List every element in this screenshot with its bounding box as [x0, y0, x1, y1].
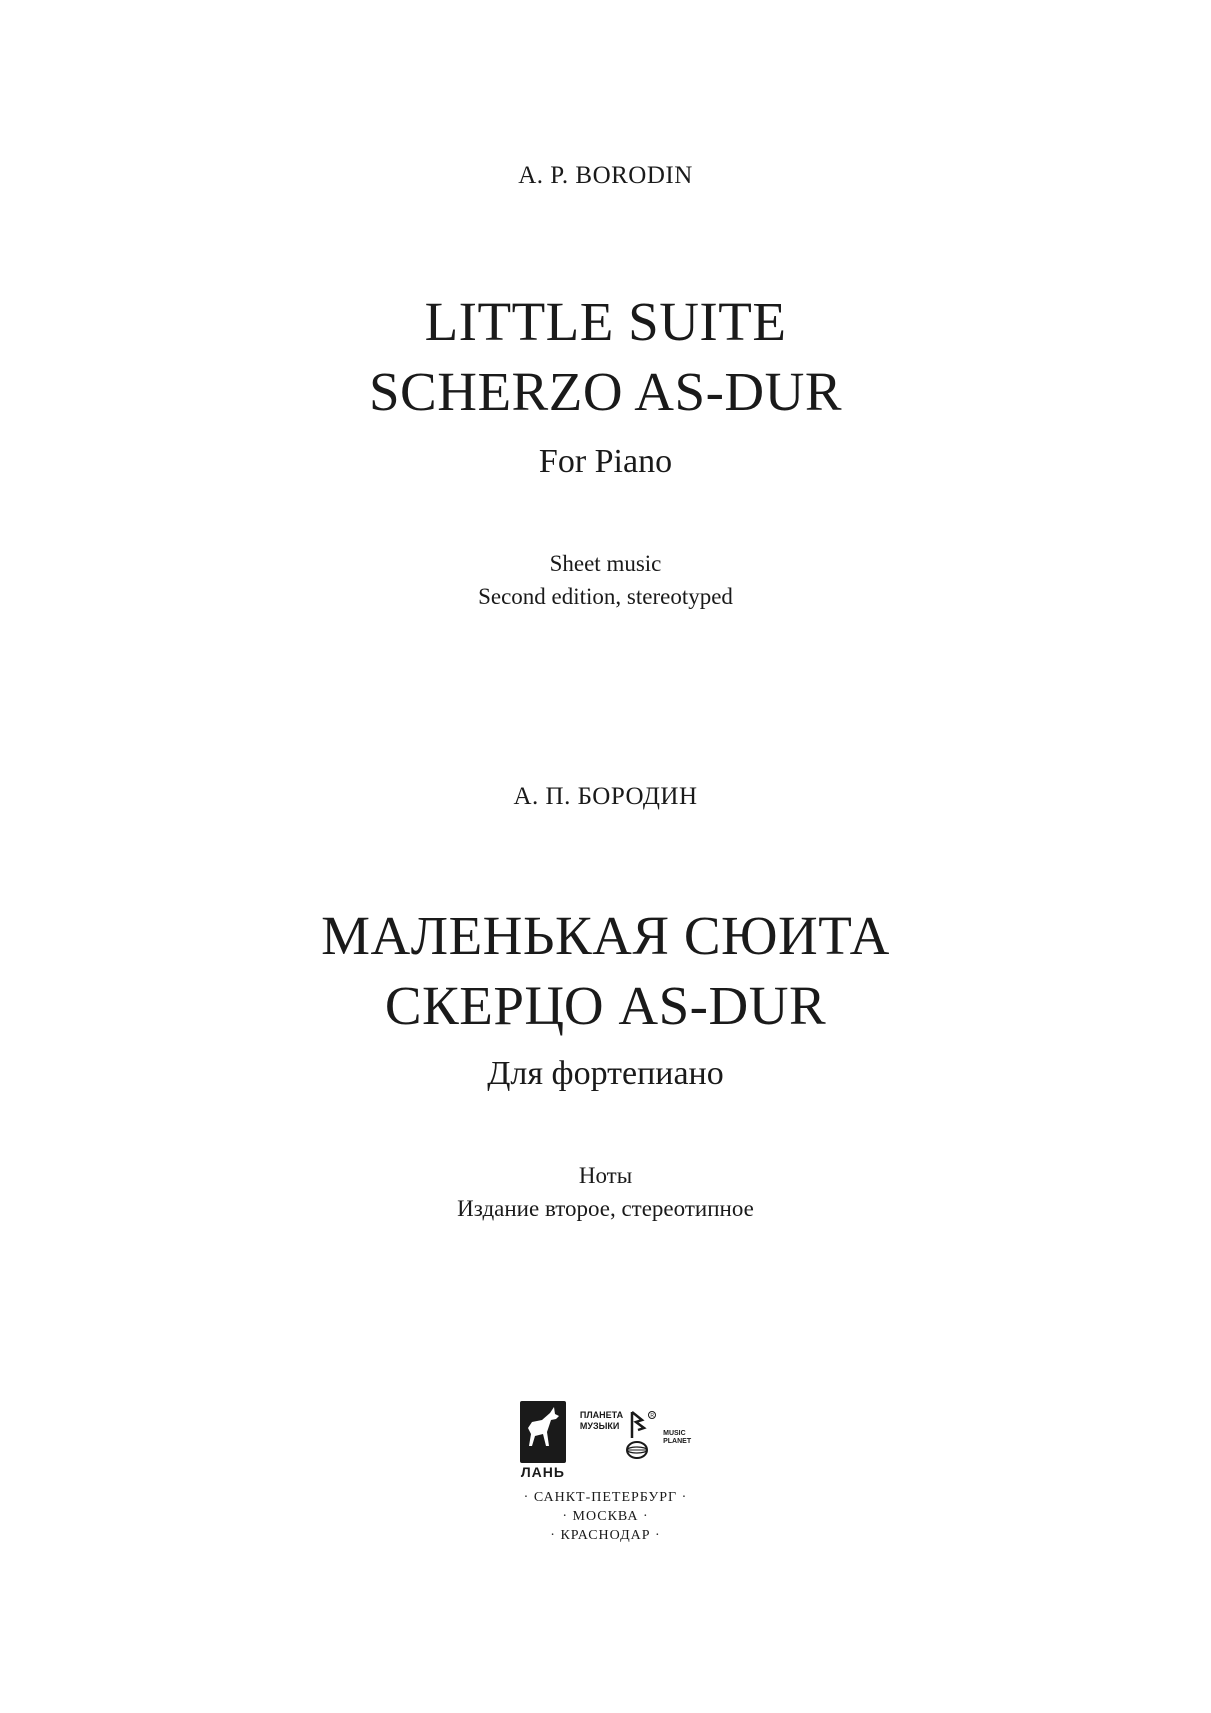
notes-en — [0, 547, 1211, 613]
notes-ru-line-2: Издание второе, стереотипное — [457, 1196, 754, 1221]
music-note-globe-icon — [626, 1410, 660, 1462]
planet-logo — [580, 1410, 691, 1462]
subtitle-ru: Для фортепиано — [487, 1055, 724, 1092]
publisher-cities — [0, 1488, 1211, 1545]
title-ru — [0, 901, 1211, 1041]
lan-logo — [520, 1401, 566, 1480]
doe-icon — [520, 1401, 566, 1463]
publisher-block — [0, 1390, 1211, 1545]
music-planet-text — [663, 1410, 691, 1446]
title-en-line-2: SCHERZO AS-DUR — [368, 361, 843, 422]
city-line-1: · САНКТ-ПЕТЕРБУРГ · — [523, 1490, 688, 1505]
title-ru-line-2: СКЕРЦО AS-DUR — [384, 975, 827, 1036]
subtitle-en: For Piano — [538, 443, 673, 480]
title-ru-line-1: МАЛЕНЬКАЯ СЮИТА — [321, 905, 890, 966]
city-line-2: · МОСКВА · — [562, 1509, 649, 1524]
title-en — [0, 287, 1211, 427]
lan-logo-text: ЛАНЬ — [520, 1464, 565, 1480]
svg-text:R: R — [650, 1413, 655, 1419]
planet-logo-line-2: МУЗЫКИ — [579, 1421, 620, 1431]
publisher-logos — [520, 1390, 691, 1480]
music-planet-line-1: MUSIC — [663, 1430, 686, 1437]
planet-logo-text — [580, 1410, 623, 1432]
city-line-3: · КРАСНОДАР · — [550, 1528, 661, 1543]
author-ru: А. П. БОРОДИН — [513, 783, 698, 810]
music-planet-line-2: PLANET — [663, 1438, 692, 1445]
notes-en-line-1: Sheet music — [549, 551, 662, 576]
notes-ru-line-1: Ноты — [578, 1163, 633, 1188]
notes-ru — [0, 1159, 1211, 1225]
notes-en-line-2: Second edition, stereotyped — [478, 584, 733, 609]
title-en-line-1: LITTLE SUITE — [424, 291, 787, 352]
author-en: A. P. BORODIN — [518, 162, 693, 189]
planet-logo-line-1: ПЛАНЕТА — [579, 1410, 624, 1420]
